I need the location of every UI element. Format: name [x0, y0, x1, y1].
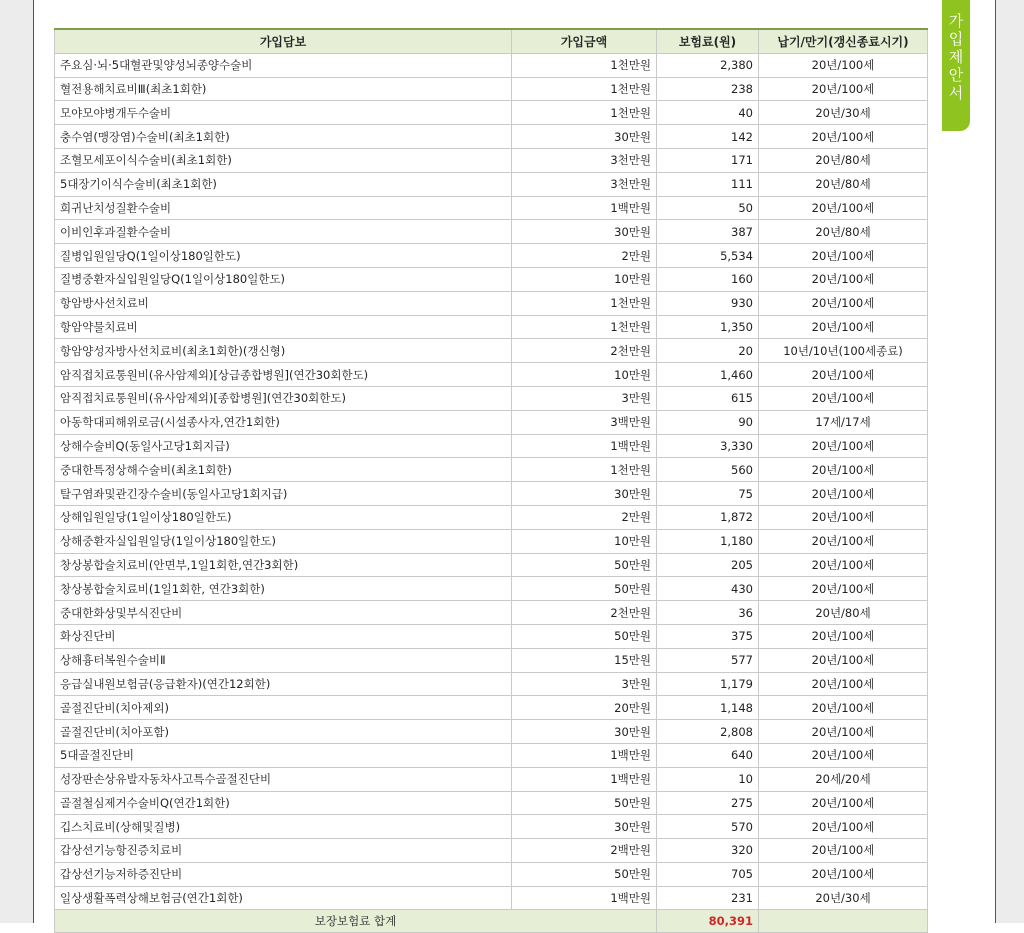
coverage-term: 20년/100세 — [759, 77, 928, 101]
coverage-name: 중대한특정상해수술비(최초1회한) — [55, 458, 512, 482]
coverage-premium: 320 — [657, 839, 759, 863]
coverage-premium: 2,808 — [657, 720, 759, 744]
coverage-name: 상해수술비Q(동일사고당1회지급) — [55, 434, 512, 458]
coverage-term: 20년/100세 — [759, 363, 928, 387]
table-row — [55, 767, 928, 791]
coverage-amount: 10만원 — [512, 529, 657, 553]
coverage-name: 창상봉합술치료비(1일1회한, 연간3회한) — [55, 577, 512, 601]
coverage-name: 성장판손상유발자동차사고특수골절진단비 — [55, 767, 512, 791]
coverage-amount: 3만원 — [512, 386, 657, 410]
coverage-name: 골절철심제거수술비Q(연간1회한) — [55, 791, 512, 815]
coverage-premium: 1,180 — [657, 529, 759, 553]
coverage-premium: 1,179 — [657, 672, 759, 696]
coverage-term: 20년/100세 — [759, 53, 928, 77]
coverage-premium: 1,872 — [657, 505, 759, 529]
coverage-term: 20년/100세 — [759, 577, 928, 601]
table-row — [55, 291, 928, 315]
coverage-premium: 1,148 — [657, 696, 759, 720]
coverage-premium: 10 — [657, 767, 759, 791]
coverage-name: 질병입원일당Q(1일이상180일한도) — [55, 244, 512, 268]
coverage-amount: 30만원 — [512, 720, 657, 744]
coverage-amount: 3백만원 — [512, 410, 657, 434]
coverage-term: 20년/100세 — [759, 791, 928, 815]
coverage-amount: 1백만원 — [512, 196, 657, 220]
table-row — [55, 339, 928, 363]
coverage-name: 주요심·뇌·5대혈관및양성뇌종양수술비 — [55, 53, 512, 77]
coverage-term: 20년/100세 — [759, 291, 928, 315]
coverage-premium: 1,460 — [657, 363, 759, 387]
coverage-premium: 3,330 — [657, 434, 759, 458]
header-coverage: 가입담보 — [55, 29, 512, 53]
table-row — [55, 839, 928, 863]
coverage-name: 깁스치료비(상해및질병) — [55, 815, 512, 839]
table-header-row — [55, 29, 928, 53]
coverage-term: 20년/30세 — [759, 101, 928, 125]
coverage-name: 이비인후과질환수술비 — [55, 220, 512, 244]
coverage-term: 20년/100세 — [759, 315, 928, 339]
coverage-premium: 111 — [657, 172, 759, 196]
coverage-premium: 275 — [657, 791, 759, 815]
coverage-name: 골절진단비(치아제외) — [55, 696, 512, 720]
coverage-premium: 231 — [657, 886, 759, 910]
coverage-premium: 577 — [657, 648, 759, 672]
coverage-premium: 615 — [657, 386, 759, 410]
coverage-premium: 171 — [657, 148, 759, 172]
table-row — [55, 77, 928, 101]
table-row — [55, 648, 928, 672]
coverage-amount: 50만원 — [512, 577, 657, 601]
coverage-name: 5대골절진단비 — [55, 743, 512, 767]
coverage-premium: 50 — [657, 196, 759, 220]
coverage-name: 암직접치료통원비(유사암제외)[종합병원](연간30회한도) — [55, 386, 512, 410]
table-row — [55, 410, 928, 434]
table-row — [55, 363, 928, 387]
table-row — [55, 244, 928, 268]
coverage-premium: 570 — [657, 815, 759, 839]
coverage-premium: 375 — [657, 624, 759, 648]
table-row — [55, 672, 928, 696]
coverage-name: 화상진단비 — [55, 624, 512, 648]
coverage-name: 중대한화상및부식진단비 — [55, 601, 512, 625]
table-row — [55, 505, 928, 529]
table-row — [55, 696, 928, 720]
table-row — [55, 624, 928, 648]
table-row — [55, 815, 928, 839]
coverage-premium: 75 — [657, 482, 759, 506]
table-row — [55, 172, 928, 196]
table-row — [55, 553, 928, 577]
coverage-premium: 930 — [657, 291, 759, 315]
coverage-name: 상해입원일당(1일이상180일한도) — [55, 505, 512, 529]
coverage-name: 탈구염좌및관긴장수술비(동일사고당1회지급) — [55, 482, 512, 506]
coverage-premium: 560 — [657, 458, 759, 482]
coverage-premium: 160 — [657, 267, 759, 291]
total-premium: 80,391 — [657, 910, 759, 933]
coverage-term: 20년/100세 — [759, 862, 928, 886]
coverage-term: 20년/100세 — [759, 720, 928, 744]
coverage-premium: 2,380 — [657, 53, 759, 77]
coverage-name: 질병중환자실입원일당Q(1일이상180일한도) — [55, 267, 512, 291]
coverage-amount: 1백만원 — [512, 886, 657, 910]
table-row — [55, 196, 928, 220]
coverage-term: 20년/100세 — [759, 482, 928, 506]
table-row — [55, 220, 928, 244]
coverage-amount: 15만원 — [512, 648, 657, 672]
coverage-term: 20년/100세 — [759, 386, 928, 410]
table-row — [55, 315, 928, 339]
coverage-name: 아동학대피해위로금(시설종사자,연간1회한) — [55, 410, 512, 434]
coverage-amount: 1천만원 — [512, 77, 657, 101]
page-border-right — [995, 0, 996, 923]
coverage-premium: 640 — [657, 743, 759, 767]
coverage-premium: 36 — [657, 601, 759, 625]
coverage-term: 20년/100세 — [759, 529, 928, 553]
total-term-empty — [759, 910, 928, 933]
coverage-amount: 2천만원 — [512, 601, 657, 625]
coverage-term: 20년/100세 — [759, 815, 928, 839]
coverage-amount: 1천만원 — [512, 315, 657, 339]
table-row — [55, 886, 928, 910]
coverage-premium: 705 — [657, 862, 759, 886]
coverage-premium: 142 — [657, 125, 759, 149]
coverage-name: 상해흉터복원수술비Ⅱ — [55, 648, 512, 672]
coverage-name: 5대장기이식수술비(최초1회한) — [55, 172, 512, 196]
section-tab-char: 입 — [948, 30, 964, 48]
viewer-gutter-right — [996, 0, 1024, 923]
coverage-term: 20년/80세 — [759, 220, 928, 244]
coverage-name: 창상봉합술치료비(안면부,1일1회한,연간3회한) — [55, 553, 512, 577]
table-row — [55, 434, 928, 458]
coverage-term: 20년/100세 — [759, 458, 928, 482]
coverage-amount: 1천만원 — [512, 291, 657, 315]
coverage-term: 20년/100세 — [759, 196, 928, 220]
coverage-term: 20년/100세 — [759, 267, 928, 291]
header-premium: 보험료(원) — [657, 29, 759, 53]
coverage-name: 모야모야병개두수술비 — [55, 101, 512, 125]
coverage-name: 갑상선기능저하증진단비 — [55, 862, 512, 886]
table-row — [55, 125, 928, 149]
coverage-premium: 5,534 — [657, 244, 759, 268]
coverage-term: 20년/100세 — [759, 839, 928, 863]
coverage-amount: 2만원 — [512, 244, 657, 268]
coverage-term: 20년/100세 — [759, 244, 928, 268]
coverage-term: 20년/80세 — [759, 601, 928, 625]
coverage-term: 20년/100세 — [759, 505, 928, 529]
coverage-amount: 1백만원 — [512, 743, 657, 767]
coverage-term: 20년/80세 — [759, 148, 928, 172]
coverage-name: 혈전용해치료비Ⅲ(최초1회한) — [55, 77, 512, 101]
section-tab-char: 안 — [948, 66, 964, 84]
coverage-term: 20년/100세 — [759, 553, 928, 577]
coverage-amount: 1천만원 — [512, 53, 657, 77]
coverage-term: 20년/80세 — [759, 172, 928, 196]
coverage-premium: 90 — [657, 410, 759, 434]
total-label: 보장보험료 합계 — [55, 910, 657, 933]
coverage-amount: 3천만원 — [512, 148, 657, 172]
coverage-name: 충수염(맹장염)수술비(최초1회한) — [55, 125, 512, 149]
coverage-name: 항암방사선치료비 — [55, 291, 512, 315]
coverage-name: 항암약물치료비 — [55, 315, 512, 339]
coverage-premium: 387 — [657, 220, 759, 244]
coverage-name: 암직접치료통원비(유사암제외)[상급종합병원](연간30회한도) — [55, 363, 512, 387]
section-tab-char: 가 — [948, 12, 964, 30]
table-row — [55, 862, 928, 886]
coverage-amount: 1천만원 — [512, 458, 657, 482]
coverage-name: 항암양성자방사선치료비(최초1회한)(갱신형) — [55, 339, 512, 363]
table-row — [55, 148, 928, 172]
table-row — [55, 743, 928, 767]
coverage-term: 20년/100세 — [759, 696, 928, 720]
coverage-premium: 1,350 — [657, 315, 759, 339]
table-row — [55, 53, 928, 77]
coverage-amount: 20만원 — [512, 696, 657, 720]
table-row — [55, 529, 928, 553]
coverage-name: 조혈모세포이식수술비(최초1회한) — [55, 148, 512, 172]
coverage-premium: 20 — [657, 339, 759, 363]
coverage-amount: 3만원 — [512, 672, 657, 696]
section-tab-char: 서 — [948, 84, 964, 102]
table-row — [55, 720, 928, 744]
coverage-term: 20년/100세 — [759, 672, 928, 696]
coverage-term: 20년/30세 — [759, 886, 928, 910]
coverage-amount: 50만원 — [512, 791, 657, 815]
coverage-amount: 50만원 — [512, 624, 657, 648]
coverage-amount: 30만원 — [512, 220, 657, 244]
coverage-name: 골절진단비(치아포함) — [55, 720, 512, 744]
section-tab-proposal — [942, 0, 970, 131]
coverage-amount: 2천만원 — [512, 339, 657, 363]
coverage-term: 17세/17세 — [759, 410, 928, 434]
viewer-gutter-left — [0, 0, 33, 923]
page-border-left — [33, 0, 34, 923]
coverage-term: 20년/100세 — [759, 743, 928, 767]
coverage-amount: 1백만원 — [512, 434, 657, 458]
coverage-amount: 2백만원 — [512, 839, 657, 863]
table-total-row — [55, 910, 928, 933]
coverage-amount: 30만원 — [512, 482, 657, 506]
coverage-name: 상해중환자실입원일당(1일이상180일한도) — [55, 529, 512, 553]
coverage-amount: 30만원 — [512, 815, 657, 839]
table-row — [55, 482, 928, 506]
table-row — [55, 386, 928, 410]
table-row — [55, 791, 928, 815]
header-term: 납기/만기(갱신종료시기) — [759, 29, 928, 53]
section-tab-char: 제 — [948, 48, 964, 66]
coverage-amount: 10만원 — [512, 267, 657, 291]
coverage-amount: 50만원 — [512, 553, 657, 577]
coverage-term: 20년/100세 — [759, 125, 928, 149]
coverage-table — [54, 28, 928, 933]
coverage-amount: 2만원 — [512, 505, 657, 529]
coverage-amount: 1백만원 — [512, 767, 657, 791]
coverage-name: 희귀난치성질환수술비 — [55, 196, 512, 220]
table-row — [55, 101, 928, 125]
coverage-name: 갑상선기능항진증치료비 — [55, 839, 512, 863]
coverage-amount: 10만원 — [512, 363, 657, 387]
coverage-premium: 40 — [657, 101, 759, 125]
coverage-premium: 238 — [657, 77, 759, 101]
coverage-premium: 205 — [657, 553, 759, 577]
table-row — [55, 577, 928, 601]
coverage-premium: 430 — [657, 577, 759, 601]
header-amount: 가입금액 — [512, 29, 657, 53]
table-row — [55, 601, 928, 625]
coverage-amount: 50만원 — [512, 862, 657, 886]
coverage-amount: 30만원 — [512, 125, 657, 149]
coverage-amount: 1천만원 — [512, 101, 657, 125]
table-row — [55, 458, 928, 482]
coverage-term: 20년/100세 — [759, 434, 928, 458]
coverage-rows — [55, 53, 928, 910]
coverage-name: 응급실내원보험금(응급환자)(연간12회한) — [55, 672, 512, 696]
coverage-term: 10년/10년(100세종료) — [759, 339, 928, 363]
coverage-name: 일상생활폭력상해보험금(연간1회한) — [55, 886, 512, 910]
coverage-term: 20년/100세 — [759, 624, 928, 648]
coverage-amount: 3천만원 — [512, 172, 657, 196]
table-row — [55, 267, 928, 291]
coverage-term: 20세/20세 — [759, 767, 928, 791]
coverage-term: 20년/100세 — [759, 648, 928, 672]
